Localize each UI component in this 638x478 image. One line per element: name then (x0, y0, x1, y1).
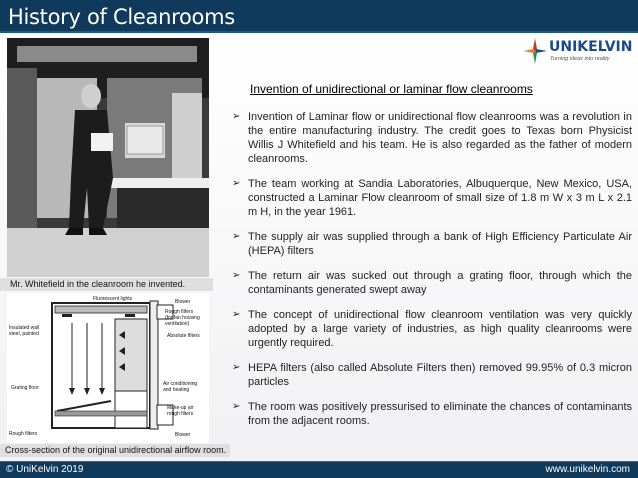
arrow-bullet-icon: ➢ (232, 178, 241, 189)
whitefield-photo (7, 38, 209, 277)
bullet-text: The return air was sucked out through a grating floor, through which the contaminants generated swept away (248, 270, 632, 296)
title-bar (0, 0, 638, 33)
label-blower-top: Blower (175, 299, 191, 305)
bullet-text: The concept of unidirectional flow cleanroom ventilation was very quickly adopted by a large variety of industries, as high quality cleanrooms were urgently required. (248, 309, 632, 349)
list-item (232, 269, 632, 297)
label-absolute-filters: Absolute filters (167, 333, 200, 339)
list-item (232, 230, 632, 258)
diagram-caption: Cross-section of the original unidirectional airflow room. (0, 444, 230, 457)
label-air-conditioning: Air conditioning (163, 381, 198, 387)
unikelvin-logo-icon (523, 38, 547, 64)
label-lights: Fluorescent lights (93, 296, 133, 302)
list-item (232, 177, 632, 219)
bullet-text: The team working at Sandia Laboratories, Albuquerque, New Mexico, USA, constructed a Laminar Flow cleanroom of small size of 1.8 m W x 3 m L x 2.1 m H, in the year 1961. (248, 178, 632, 218)
list-item (232, 361, 632, 389)
arrow-bullet-icon: ➢ (232, 362, 241, 373)
bullet-text: Invention of Laminar flow or unidirectional flow cleanrooms was a revolution in the entire manufacturing industry. The credit goes to Texas born Physicist Willis J Whitefield and his team. He is also regarded as the father of modern cleanrooms. (248, 111, 632, 165)
section-heading: Invention of unidirectional or laminar flow cleanrooms (250, 82, 533, 96)
footer-bar (0, 461, 638, 478)
slide-title: History of Cleanrooms (8, 5, 235, 29)
bullet-list (232, 110, 632, 439)
label-insulated-wall: Insulated wall (9, 325, 40, 331)
arrow-bullet-icon: ➢ (232, 231, 241, 242)
list-item (232, 400, 632, 428)
label-fan-housing: (for fan housing (165, 315, 200, 321)
arrow-bullet-icon: ➢ (232, 309, 241, 320)
list-item (232, 110, 632, 166)
bullet-text: The supply air was supplied through a bank of High Efficiency Particulate Air (HEPA) filters (248, 231, 632, 257)
logo-tagline: Turning ideas into reality (550, 56, 610, 62)
label-steel-painted: steel, painted (9, 331, 39, 337)
label-blower-bottom: Blower (175, 432, 191, 438)
bullet-text: The room was positively pressurised to eliminate the chances of contaminants from the adjacent rooms. (248, 401, 632, 427)
bullet-text: HEPA filters (also called Absolute Filters then) removed 99.95% of 0.3 micron particles (248, 362, 632, 388)
arrow-bullet-icon: ➢ (232, 270, 241, 281)
label-grating-floor: Grating floor (11, 385, 39, 391)
slide-content (0, 35, 638, 461)
photo-caption: Mr. Whitefield in the cleanroom he invented. (0, 278, 213, 291)
list-item (232, 308, 632, 350)
label-makeup-air: Make-up air (167, 405, 194, 411)
label-rough-filters-top: Rough filters (165, 309, 194, 315)
arrow-bullet-icon: ➢ (232, 111, 241, 122)
website-link[interactable]: www.unikelvin.com (545, 464, 630, 475)
copyright-text: © UniKelvin 2019 (6, 464, 84, 475)
logo-name: UNIKELVIN (549, 39, 633, 55)
label-ventilation: ventilation) (165, 321, 190, 327)
cleanroom-cross-section-diagram (7, 293, 209, 443)
label-and-heating: and heating (163, 387, 190, 393)
arrow-bullet-icon: ➢ (232, 401, 241, 412)
label-rough-filters-bottom: Rough filters (9, 431, 38, 437)
unikelvin-logo (523, 38, 635, 66)
label-rough-filters-right: rough filters (167, 411, 194, 417)
